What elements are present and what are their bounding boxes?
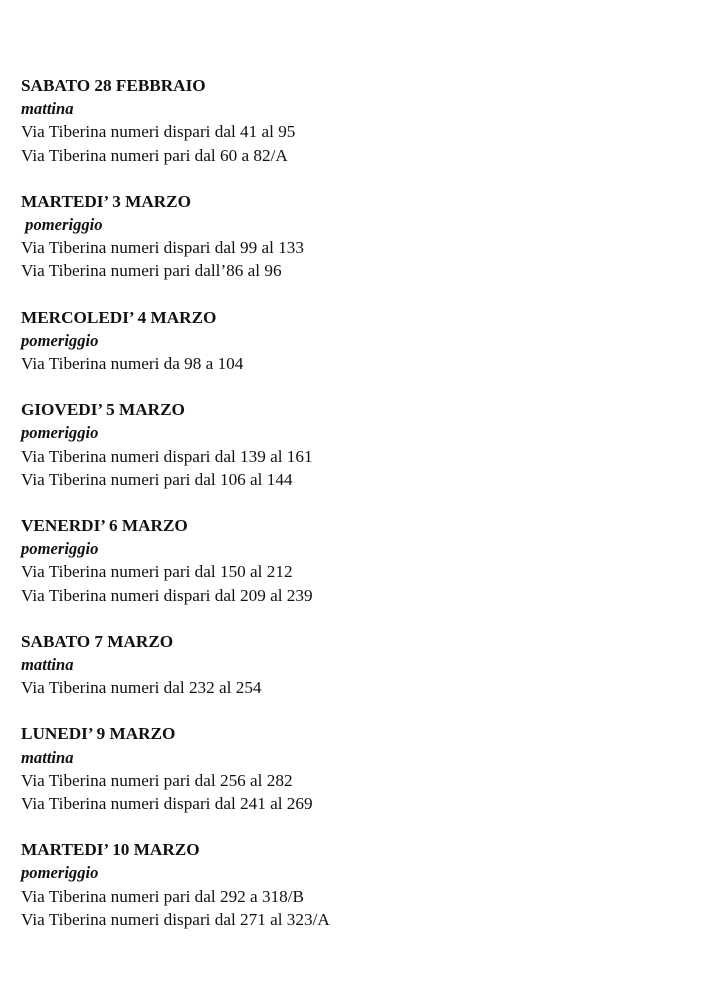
day-heading: SABATO 28 FEBBRAIO (21, 76, 206, 95)
time-period: mattina (21, 99, 74, 119)
day-heading: MARTEDI’ 10 MARZO (21, 840, 200, 860)
day-heading: MERCOLEDI’ 4 MARZO (21, 307, 217, 327)
street-entry: Via Tiberina numeri pari dal 106 al 144 (21, 469, 293, 489)
schedule-section (21, 190, 681, 283)
day-heading: MARTEDI’ 3 MARZO (21, 191, 191, 211)
schedule-list (21, 74, 681, 954)
day-heading: LUNEDI’ 9 MARZO (21, 724, 176, 744)
time-period: pomeriggio (21, 215, 103, 235)
day-heading: SABATO 7 MARZO (21, 631, 174, 651)
street-entry: Via Tiberina numeri dispari dal 241 al 269 (21, 794, 313, 814)
schedule-section (21, 630, 681, 700)
time-period: pomeriggio (21, 863, 99, 883)
schedule-section (21, 722, 681, 815)
schedule-section (21, 74, 681, 167)
time-period: mattina (21, 655, 74, 675)
time-period: mattina (21, 747, 74, 767)
street-entry: Via Tiberina numeri pari dal 256 al 282 (21, 770, 293, 790)
street-entry: Via Tiberina numeri dispari dal 99 al 133 (21, 238, 304, 258)
street-entry: Via Tiberina numeri dal 232 al 254 (21, 678, 262, 698)
schedule-section (21, 514, 681, 607)
street-entry: Via Tiberina numeri pari dal 150 al 212 (21, 562, 293, 582)
street-entry: Via Tiberina numeri da 98 a 104 (21, 354, 244, 374)
time-period: pomeriggio (21, 539, 99, 559)
schedule-section (21, 398, 681, 491)
street-entry: Via Tiberina numeri dispari dal 139 al 161 (21, 446, 313, 466)
day-heading: GIOVEDI’ 5 MARZO (21, 400, 185, 420)
street-entry: Via Tiberina numeri pari dal 292 a 318/B (21, 886, 304, 906)
street-entry: Via Tiberina numeri pari dall’86 al 96 (21, 261, 282, 281)
schedule-section (21, 838, 681, 931)
day-heading: VENERDI’ 6 MARZO (21, 516, 188, 536)
street-entry: Via Tiberina numeri dispari dal 271 al 323/A (21, 909, 330, 929)
street-entry: Via Tiberina numeri dispari dal 209 al 239 (21, 585, 313, 605)
time-period: pomeriggio (21, 330, 99, 350)
street-entry: Via Tiberina numeri pari dal 60 a 82/A (21, 145, 288, 165)
street-entry: Via Tiberina numeri dispari dal 41 al 95 (21, 122, 296, 142)
time-period: pomeriggio (21, 423, 99, 443)
schedule-section (21, 306, 681, 376)
